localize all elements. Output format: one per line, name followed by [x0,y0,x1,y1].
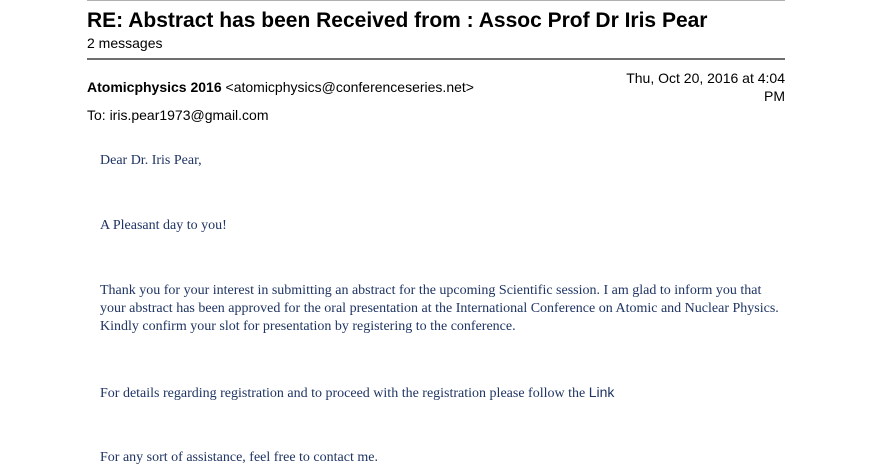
body-paragraph: Thank you for your interest in submitting an abstract for the upcoming Scientific session. I am glad to inform you that your abstract has been approved for the oral presentation at the International Conference on Atomic and Nuclear Physics. Kindly confirm your slot for presentation by registering to the conference. [100,283,779,334]
header-divider [87,58,785,60]
top-divider [87,0,785,1]
email-date: Thu, Oct 20, 2016 at 4:04 PM [626,70,785,104]
registration-link[interactable]: Link [588,384,615,400]
sender-email: <atomicphysics@conferenceseries.net> [225,79,474,95]
assistance-line: For any sort of assistance, feel free to contact me. [100,450,378,465]
sender-name: Atomicphysics 2016 [87,79,222,95]
message-count: 2 messages [87,35,163,51]
sender-line [87,79,474,95]
registration-details [100,383,780,403]
greeting: Dear Dr. Iris Pear, [100,153,202,168]
registration-details-text: For details regarding registration and to proceed with the registration please follow the [100,386,586,401]
pleasant-day-line: A Pleasant day to you! [100,218,227,233]
recipient-line: To: iris.pear1973@gmail.com [87,107,269,123]
email-subject: RE: Abstract has been Received from : Assoc Prof Dr Iris Pear [87,9,708,32]
